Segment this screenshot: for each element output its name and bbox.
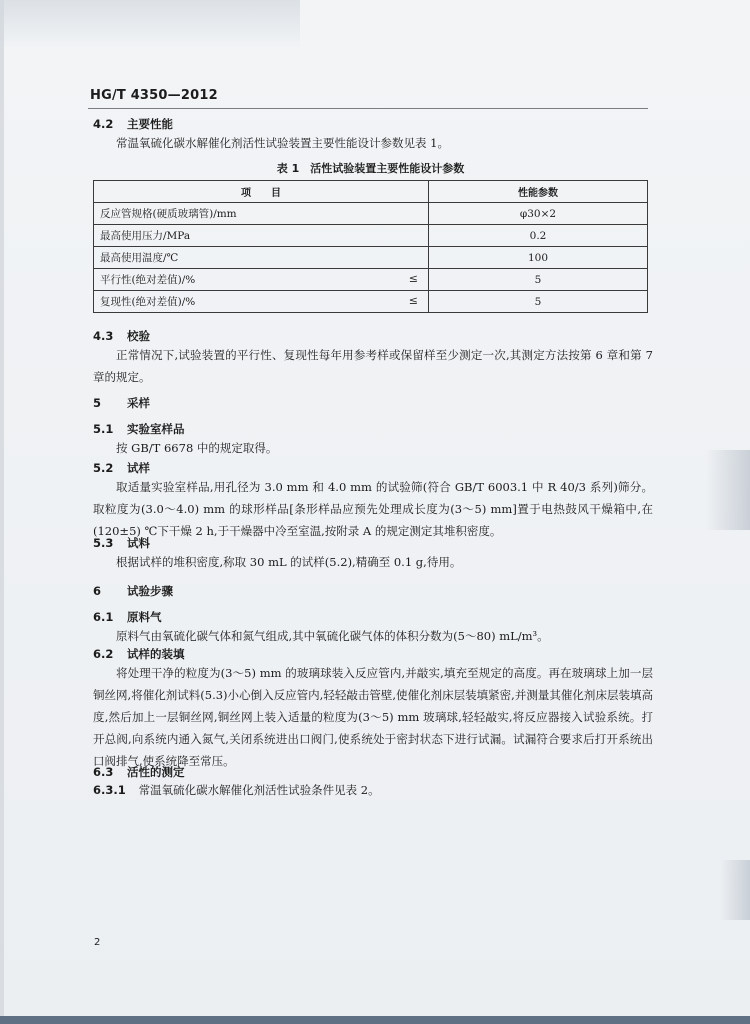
section-6 — [93, 583, 653, 599]
table-cell-item: 最高使用温度/℃ — [100, 252, 179, 264]
section-paragraph: 取适量实验室样品,用孔径为 3.0 mm 和 4.0 mm 的试验筛(符合 GB/T 6003.1 中 R 40/3 系列)筛分。取粒度为(3.0～4.0) mm 的球形样品[条形样品应预先处理成长度为(3～5) mm]置于电热鼓风干燥箱中,在(120±5) ℃下干燥 2 h,于干燥器中冷至室温,按附录 A 的规定测定其堆积密度。 — [93, 480, 653, 538]
section-title: 采样 — [127, 396, 151, 410]
section-title: 试样的装填 — [127, 647, 185, 661]
section-paragraph: 根据试样的堆积密度,称取 30 mL 的试样(5.2),精确至 0.1 g,待用。 — [116, 555, 462, 569]
section-title: 活性的测定 — [127, 765, 185, 779]
section-6-3 — [93, 764, 653, 780]
section-6-2 — [93, 646, 653, 772]
table-row — [94, 291, 648, 313]
section-title: 试验步骤 — [127, 584, 174, 598]
table-header-item: 项 目 — [94, 181, 429, 203]
section-heading — [93, 535, 653, 551]
table-cell-item: 反应管规格(硬质玻璃管)/mm — [100, 208, 237, 220]
section-4-3 — [93, 328, 653, 388]
section-number: 4.3 — [93, 329, 114, 343]
section-number: 6.2 — [93, 647, 114, 661]
table-1 — [93, 180, 648, 313]
section-paragraph: 正常情况下,试验装置的平行性、复现性每年用参考样或保留样至少测定一次,其测定方法按第 6 章和第 7 章的规定。 — [93, 348, 653, 384]
section-number: 6.3 — [93, 765, 114, 779]
table-cell-value: φ30×2 — [429, 203, 648, 225]
section-5 — [93, 395, 653, 411]
table-row — [94, 225, 648, 247]
section-paragraph: 常温氧硫化碳水解催化剂活性试验装置主要性能设计参数见表 1。 — [116, 136, 449, 150]
standard-code: HG/T 4350—2012 — [90, 88, 218, 103]
section-paragraph: 将处理干净的粒度为(3～5) mm 的玻璃球装入反应管内,并敲实,填充至规定的高度。再在玻璃球上加一层铜丝网,将催化剂试料(5.3)小心倒入反应管内,轻轻敲击管壁,使催化剂床层装填紧密,并测量其催化剂床层装填高度,然后加上一层铜丝网,铜丝网上装入适量的粒度为(3～5) mm 玻璃球,轻轻敲实,将反应器接入试验系统。打开总阀,向系统内通入氮气,关闭系统进出口阀门,使系统处于密封状态下进行试漏。试漏符合要求后打开系统出口阀排气,使系统降至常压。 — [93, 666, 653, 768]
le-symbol: ≤ — [408, 272, 418, 285]
scan-left-edge — [0, 0, 4, 1024]
table-header-value: 性能参数 — [429, 181, 648, 203]
section-number: 5.1 — [93, 422, 114, 436]
table-cell-value: 100 — [429, 247, 648, 269]
scan-edge-shadow-lower — [720, 860, 750, 920]
section-title: 试料 — [127, 536, 151, 550]
table-row — [94, 247, 648, 269]
scan-top-shade — [0, 0, 300, 48]
section-6-3-1 — [93, 782, 653, 798]
section-title: 校验 — [127, 329, 151, 343]
section-number: 5.3 — [93, 536, 114, 550]
section-number: 5 — [93, 396, 102, 410]
table-cell-value: 5 — [429, 269, 648, 291]
table-header-row — [94, 181, 648, 203]
section-heading — [93, 646, 653, 662]
page-number: 2 — [94, 937, 101, 948]
table-cell-item: 最高使用压力/MPa — [100, 230, 191, 242]
table-1-caption: 表 1 活性试验装置主要性能设计参数 — [276, 162, 465, 175]
chapter-heading — [93, 583, 653, 599]
header-rule — [88, 108, 648, 109]
table-cell-value: 0.2 — [429, 225, 648, 247]
section-paragraph: 按 GB/T 6678 中的规定取得。 — [116, 441, 278, 455]
scan-edge-shadow — [706, 450, 750, 530]
section-number: 6.3.1 — [93, 783, 126, 797]
table-row — [94, 203, 648, 225]
table-cell-item: 复现性(绝对差值)/% — [100, 296, 196, 308]
section-number: 4.2 — [93, 117, 114, 131]
section-5-2 — [93, 460, 653, 542]
section-title: 实验室样品 — [127, 422, 185, 436]
section-heading — [93, 421, 653, 437]
section-5-3 — [93, 535, 653, 573]
section-heading — [93, 116, 653, 132]
section-heading — [93, 328, 653, 344]
section-number: 6 — [93, 584, 102, 598]
section-title: 原料气 — [127, 610, 162, 624]
chapter-heading — [93, 395, 653, 411]
section-title: 试样 — [127, 461, 151, 475]
section-heading — [93, 460, 653, 476]
section-6-1 — [93, 609, 653, 647]
section-heading — [93, 764, 653, 780]
subsection-line — [93, 782, 653, 798]
section-4-2 — [93, 116, 653, 154]
subsection-text: 常温氧硫化碳水解催化剂活性试验条件见表 2。 — [138, 783, 380, 797]
table-cell-value: 5 — [429, 291, 648, 313]
table-row — [94, 269, 648, 291]
table-cell-item: 平行性(绝对差值)/% — [100, 274, 196, 286]
le-symbol: ≤ — [408, 294, 418, 307]
section-number: 5.2 — [93, 461, 114, 475]
section-heading — [93, 609, 653, 625]
section-paragraph: 原料气由氧硫化碳气体和氮气组成,其中氧硫化碳气体的体积分数为(5～80) mL/m³。 — [116, 629, 549, 643]
section-number: 6.1 — [93, 610, 114, 624]
section-5-1 — [93, 421, 653, 459]
scan-bottom-band — [0, 1016, 750, 1024]
section-title: 主要性能 — [127, 117, 174, 131]
